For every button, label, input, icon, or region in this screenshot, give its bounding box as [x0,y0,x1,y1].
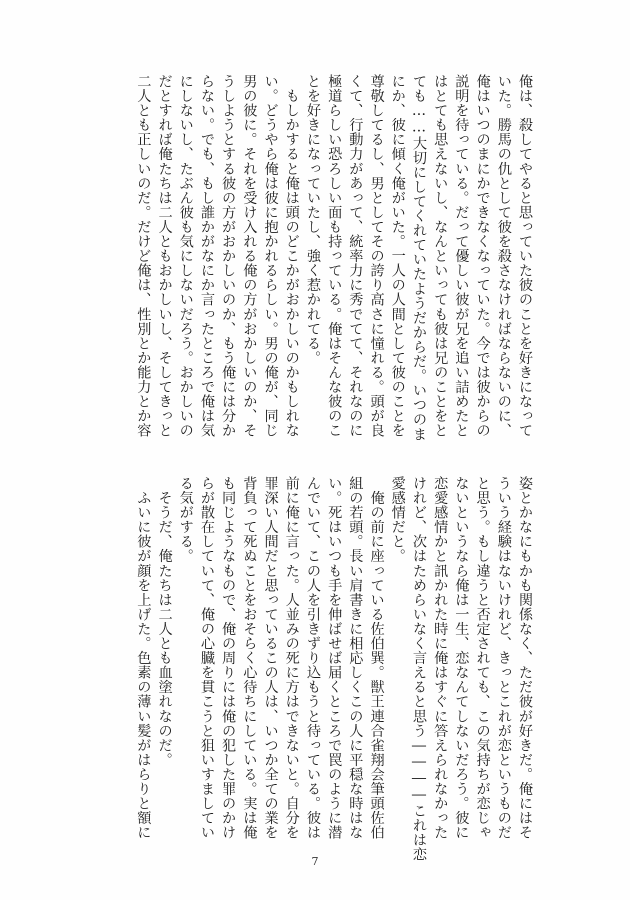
text-line: 俺の前に座っている佐伯巽。獣王連合雀翔会筆頭佐伯 [368,476,385,840]
text-line: んでいて、この人を引きずり込もうと待っている。彼は [304,476,321,840]
text-line: 組の若頭。長い肩書きに相応しくこの人に平穏な時はな [347,476,364,840]
text-line: 俺はいつのまにかできなくなっていた。今では彼からの [474,74,491,438]
text-line: 説明を待っている。だって優しい彼が兄を追い詰めたと [453,74,470,438]
text-line: いた。勝馬の仇として彼を殺さなければならないのに、 [495,74,512,438]
text-line: も同じようなもので、俺の周りには俺の犯した罪のかけ [220,476,237,840]
text-line: 二人とも正しいのだ。だけど俺は、性別とか能力とか容 [135,74,152,438]
text-line: 俺は、殺してやると思っていた彼のことを好きになって [517,74,533,438]
text-line: はとても思えないし、なんといっても彼は兄のことをと [432,74,449,438]
text-line: ふいに彼が顔を上げた。色素の薄い髪がはらりと額に [135,476,152,840]
text-line: もしかすると俺は頭のどこかがおかしいのかもしれな [283,74,300,438]
text-line: い。死はいつも手を伸ばせば届くところで罠のように潜 [326,476,343,840]
text-line: 極道らしい恐ろしい面も持っている。俺はそんな彼のこ [326,74,343,438]
text-line: る気がする。 [177,476,194,564]
text-line: ないというなら俺は一生、恋なんてしないだろう。彼に [453,476,470,840]
text-line: 恋愛感情かと訊かれた時に俺はすぐに答えられなかった [432,476,449,840]
text-line: 前に俺に言った。人並みの死に方はできないと。自分を [283,476,300,840]
text-line: 罪深い人間だと思っているこの人は、いつか全ての業を [262,476,279,840]
text-line: にしないし、たぶん彼も気にしないだろう。おかしいの [177,74,194,438]
text-line: とを好きになっていたし、強く惹かれてる。 [304,74,321,365]
text-line: 尊敬してるし、男としてその誇り高さに憧れる。頭が良 [368,74,385,438]
text-block-top [132,74,535,454]
text-line: と思う。もし違うと否定されても、この気持ちが恋じゃ [474,476,491,840]
text-block-bottom [132,476,535,862]
text-line: 姿とかなにもかも関係なく、ただ彼が好きだ。俺にはそ [517,476,533,840]
text-line: 愛感情だと。 [389,476,406,564]
text-line: らない。でも、もし誰かがなにか言ったところで俺は気 [198,74,215,438]
text-line: うしようとする彼の方がおかしいのか、もう俺には分か [220,74,237,438]
text-line: らが散在していて、俺の心臓を貫こうと狙いすましてい [198,476,215,840]
text-line: ういう経験はないけれど、きっとこれが恋というものだ [495,476,512,840]
text-line: 背負って死ぬことをおそらく心待ちにしている。実は俺 [241,476,258,840]
text-line: い。どうやら俺は彼に抱かれるらしい。男の俺が、同じ [262,74,279,438]
text-line: 男の彼に。それを受け入れる俺の方がおかしいのか、そ [241,74,258,438]
text-line: くて、行動力があって、統率力に秀でてて、それなのに [347,74,364,438]
page-number: 7 [311,855,319,868]
text-line: だとすれば俺たちは二人ともおかしいし、そしてきっと [156,74,173,438]
text-line: にか、彼に傾く俺がいた。一人の人間として彼のことを [389,74,406,438]
text-line: けれど、次はためらいなく言えると思う――――これは恋 [410,476,427,862]
text-line: そうだ、俺たちは二人とも血塗れなのだ。 [156,476,173,767]
text-line: ても……大切にしてくれていたようだからだ。いつのま [410,74,427,442]
